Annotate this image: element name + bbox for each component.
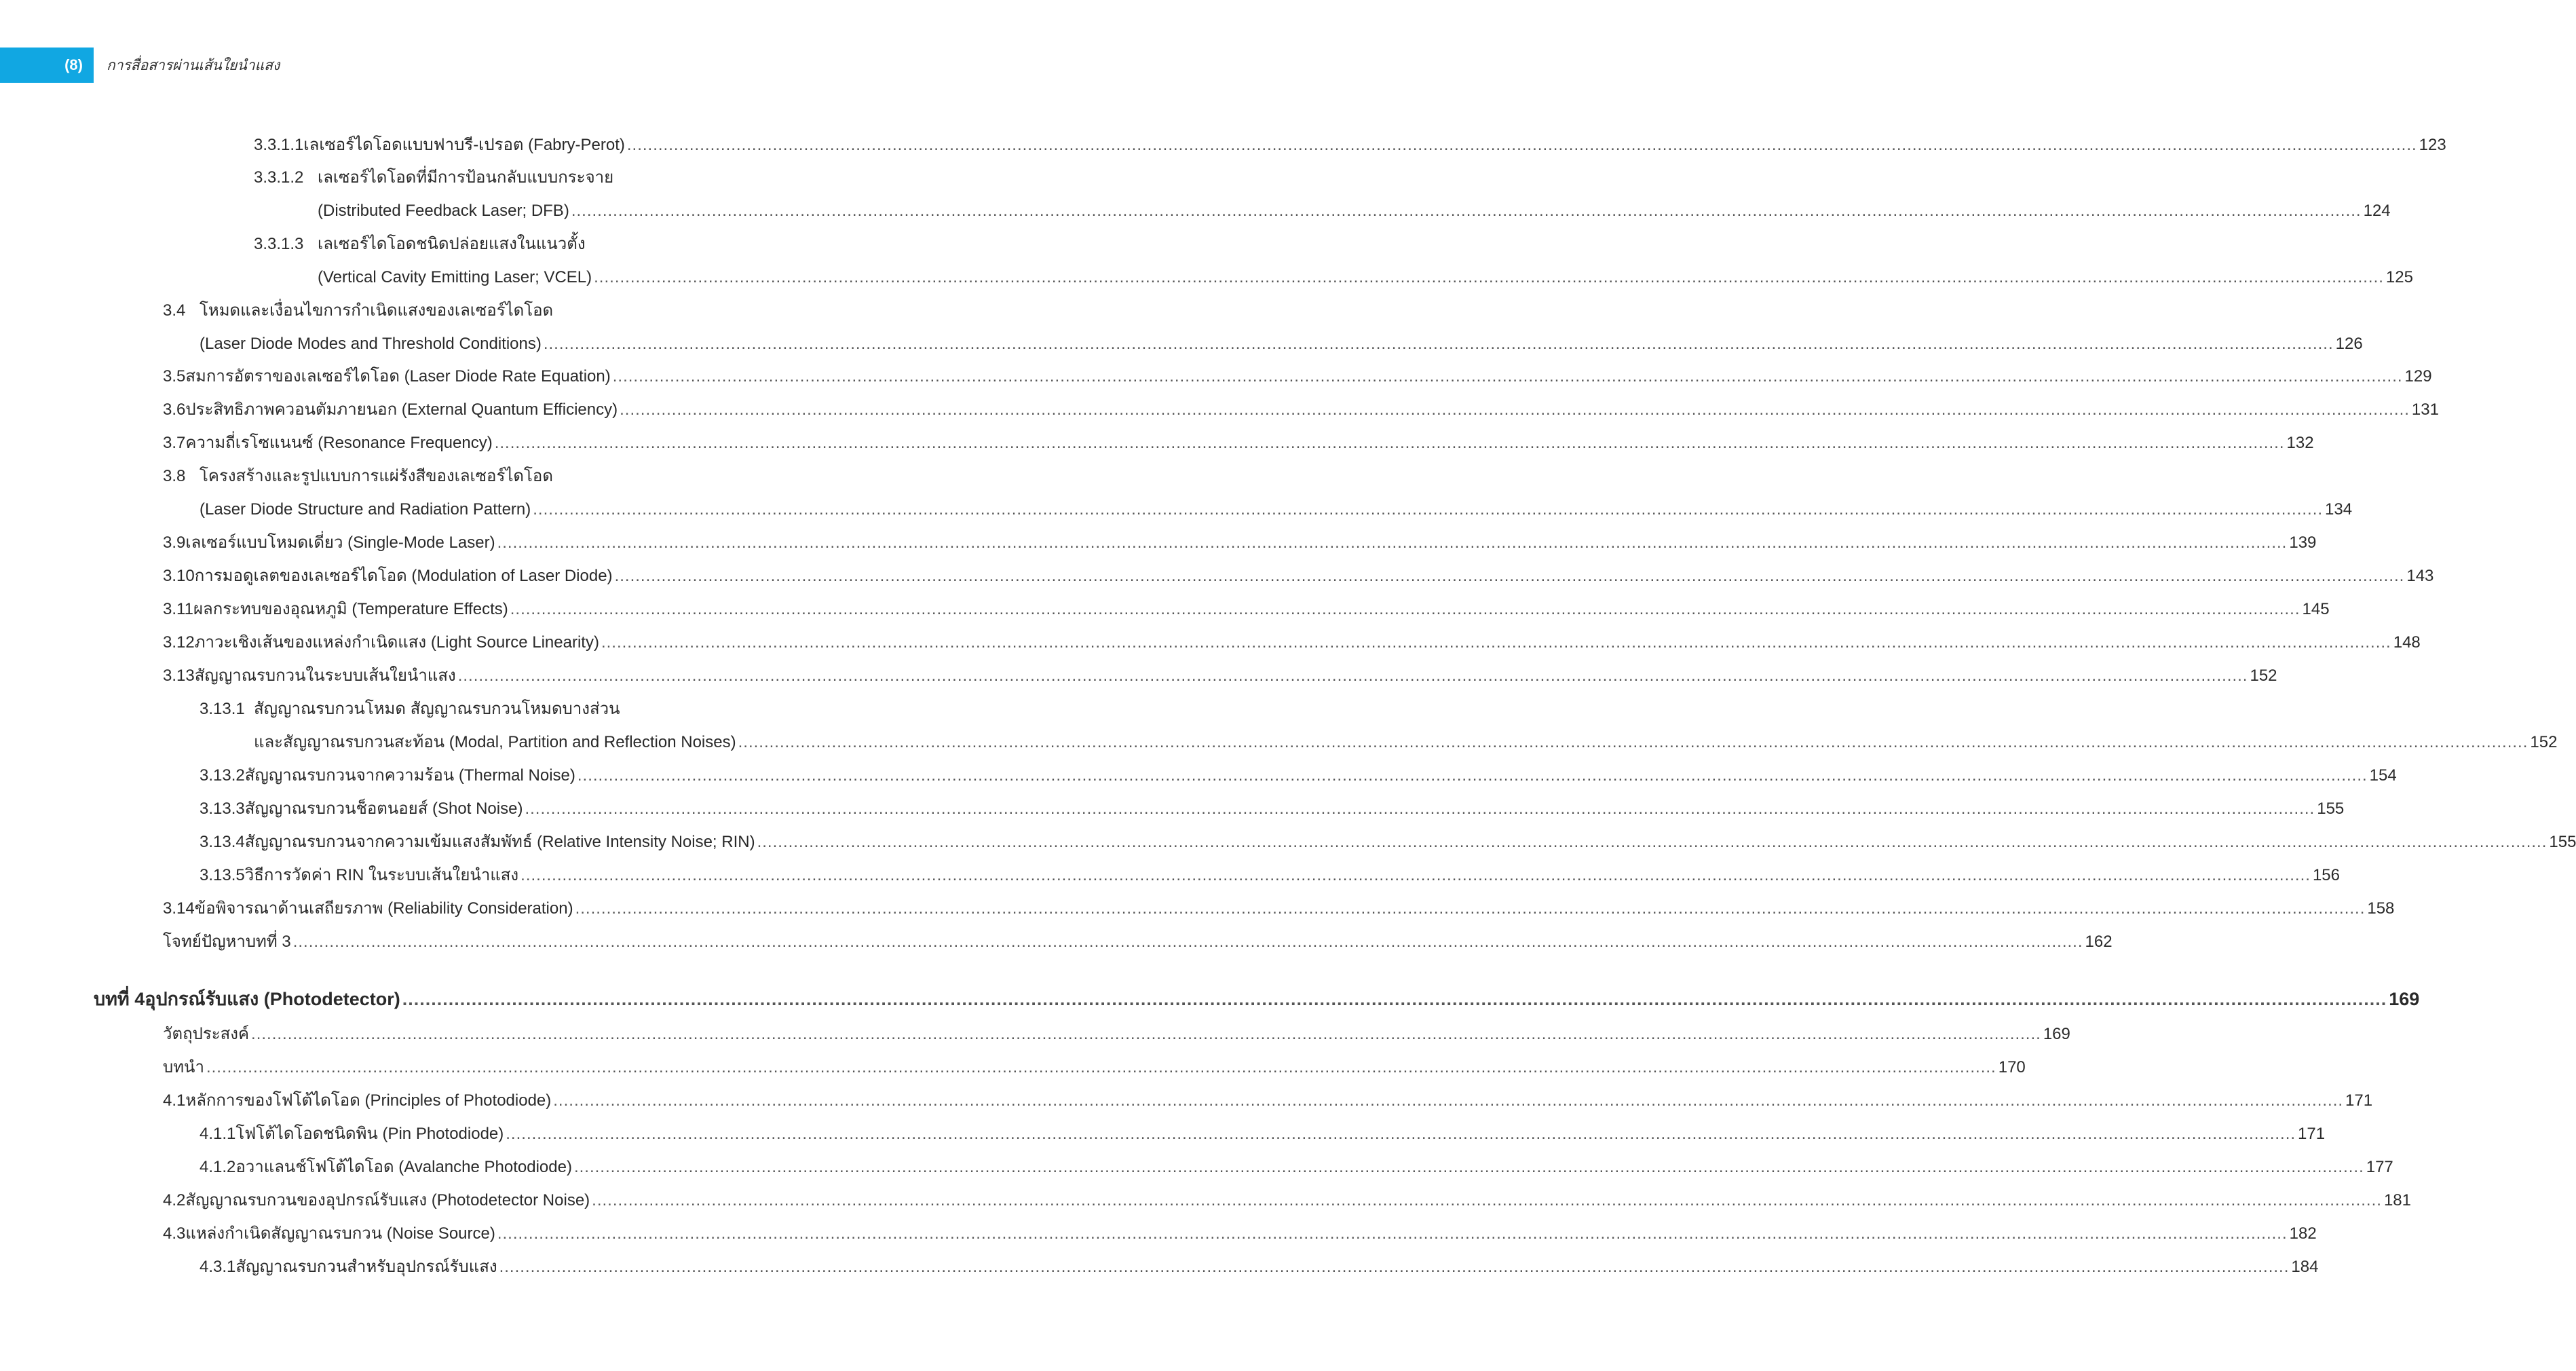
toc-page: 171 xyxy=(2345,1091,2373,1110)
toc-number: 3.14 xyxy=(163,899,195,918)
toc-title: การมอดูเลตของเลเซอร์ไดโอด (Modulation of Laser Diode) xyxy=(194,567,613,585)
toc-number: 3.3.1.1 xyxy=(254,136,304,154)
toc-number: 4.1.1 xyxy=(200,1125,236,1143)
toc-entry[interactable] xyxy=(200,865,2340,886)
toc-entry[interactable] xyxy=(163,399,2439,421)
dot-leader xyxy=(594,267,2384,288)
toc-entry[interactable] xyxy=(254,134,2446,156)
dot-leader xyxy=(206,1057,1996,1078)
toc-page: 184 xyxy=(2291,1258,2319,1276)
toc-entry[interactable] xyxy=(318,200,2391,222)
dot-leader xyxy=(574,1157,2364,1178)
toc-page: 155 xyxy=(2549,833,2576,851)
toc-entry[interactable] xyxy=(254,732,2558,753)
toc-entry[interactable] xyxy=(200,698,871,720)
toc-entry[interactable] xyxy=(163,432,2314,454)
toc-number: 3.9 xyxy=(163,533,186,552)
toc-page: 169 xyxy=(2043,1025,2070,1043)
toc-title: โครงสร้างและรูปแบบการแผ่รังสีของเลเซอร์ไดโอด xyxy=(200,467,553,485)
toc-title: หลักการของโฟโต้ไดโอด (Principles of Photodiode) xyxy=(185,1091,552,1110)
dot-leader xyxy=(510,599,2300,620)
toc-number: 3.5 xyxy=(163,367,186,386)
toc-page: 145 xyxy=(2302,600,2330,618)
toc-page: 177 xyxy=(2366,1158,2393,1176)
toc-chapter-heading[interactable] xyxy=(94,988,2420,1010)
toc-page: 139 xyxy=(2289,533,2317,552)
toc-entry[interactable] xyxy=(163,1090,2373,1112)
toc-page: 134 xyxy=(2325,500,2353,519)
toc-page: 170 xyxy=(1998,1058,2026,1076)
toc-number: 3.13.5 xyxy=(200,866,245,884)
toc-entry[interactable] xyxy=(254,233,871,255)
toc-page: 181 xyxy=(2383,1191,2411,1209)
toc-title: สัญญาณรบกวนช็อตนอยส์ (Shot Noise) xyxy=(244,800,523,818)
toc-title: สัญญาณรบกวนของอุปกรณ์รับแสง (Photodetector Noise) xyxy=(185,1191,590,1209)
dot-leader xyxy=(615,565,2405,587)
dot-leader xyxy=(577,765,2368,787)
toc-entry[interactable] xyxy=(163,632,2421,654)
toc-number: 3.12 xyxy=(163,633,195,652)
toc-number: 3.3.1.3 xyxy=(254,235,304,253)
toc-number: 3.3.1.2 xyxy=(254,168,304,187)
dot-leader xyxy=(495,432,2285,454)
dot-leader xyxy=(402,988,2387,1010)
toc-page: 131 xyxy=(2411,400,2439,419)
toc-number: 4.1.2 xyxy=(200,1158,236,1176)
toc-number: 3.7 xyxy=(163,434,186,452)
toc-title: (Distributed Feedback Laser; DFB) xyxy=(318,202,569,220)
toc-page: 169 xyxy=(2389,989,2420,1009)
toc-entry[interactable] xyxy=(163,1057,2026,1078)
page-number-badge: (8) xyxy=(0,48,94,83)
toc-entry[interactable] xyxy=(163,931,2113,953)
toc-entry[interactable] xyxy=(200,1157,2393,1178)
dot-leader xyxy=(497,1223,2288,1245)
toc-page: 156 xyxy=(2312,866,2340,884)
toc-number: 3.8 xyxy=(163,467,186,485)
dot-leader xyxy=(553,1090,2343,1112)
dot-leader xyxy=(613,366,2403,388)
toc-entry[interactable] xyxy=(200,333,2363,355)
toc-number: 3.13.2 xyxy=(200,766,245,785)
toc-page: 129 xyxy=(2404,367,2432,386)
toc-page: 124 xyxy=(2363,202,2391,220)
toc-page: 154 xyxy=(2369,766,2397,785)
toc-number: 3.6 xyxy=(163,400,186,419)
toc-entry[interactable] xyxy=(163,300,871,322)
dot-leader xyxy=(520,865,2311,886)
toc-page: 182 xyxy=(2289,1224,2317,1243)
toc-entry[interactable] xyxy=(200,499,2353,521)
toc-title: สมการอัตราของเลเซอร์ไดโอด (Laser Diode Rate Equation) xyxy=(185,367,611,386)
dot-leader xyxy=(497,532,2288,554)
dot-leader xyxy=(293,931,2083,953)
toc-entry[interactable] xyxy=(163,1223,2317,1245)
toc-title: สัญญาณรบกวนสำหรับอุปกรณ์รับแสง xyxy=(235,1258,497,1276)
toc-page: 143 xyxy=(2406,567,2434,585)
toc-title: เลเซอร์แบบโหมดเดี่ยว (Single-Mode Laser) xyxy=(185,533,495,552)
dot-leader xyxy=(575,898,2366,920)
dot-leader xyxy=(458,665,2248,687)
toc-title: (Laser Diode Structure and Radiation Pattern) xyxy=(200,500,531,519)
toc-entry[interactable] xyxy=(163,366,2432,388)
toc-title: สัญญาณรบกวนโหมด สัญญาณรบกวนโหมดบางส่วน xyxy=(254,700,620,718)
dot-leader xyxy=(757,831,2547,853)
toc-entry[interactable] xyxy=(163,665,2277,687)
toc-entry[interactable] xyxy=(163,898,2395,920)
toc-number: 3.10 xyxy=(163,567,195,585)
toc-title: สัญญาณรบกวนจากความร้อน (Thermal Noise) xyxy=(244,766,575,785)
toc-title: บทนำ xyxy=(163,1058,204,1076)
toc-title: อวาแลนช์โฟโต้ไดโอด (Avalanche Photodiode) xyxy=(235,1158,572,1176)
toc-page: 132 xyxy=(2286,434,2314,452)
toc-title: ผลกระทบของอุณหภูมิ (Temperature Effects) xyxy=(193,600,508,618)
toc-entry[interactable] xyxy=(163,466,871,487)
toc-page: 152 xyxy=(2530,733,2558,751)
dot-leader xyxy=(738,732,2528,753)
toc-title: วัตถุประสงค์ xyxy=(163,1025,250,1043)
dot-leader xyxy=(592,1190,2382,1212)
toc-entry[interactable] xyxy=(163,532,2317,554)
toc-entry[interactable] xyxy=(163,565,2434,587)
toc-page: 155 xyxy=(2317,800,2345,818)
toc-entry[interactable] xyxy=(318,267,2413,288)
toc-title: สัญญาณรบกวนจากความเข้มแสงสัมพัทธ์ (Relative Intensity Noise; RIN) xyxy=(244,833,755,851)
toc-entry[interactable] xyxy=(200,798,2345,820)
toc-number: 4.2 xyxy=(163,1191,186,1209)
toc-title: วิธีการวัดค่า RIN ในระบบเส้นใยนำแสง xyxy=(244,866,519,884)
toc-entry[interactable] xyxy=(200,1123,2326,1145)
toc-page: 126 xyxy=(2335,335,2363,353)
toc-number: 3.4 xyxy=(163,301,186,320)
dot-leader xyxy=(499,1256,2290,1278)
toc-page: 171 xyxy=(2298,1125,2326,1143)
toc-title: อุปกรณ์รับแสง (Photodetector) xyxy=(145,989,400,1009)
toc-chapter-number: บทที่ 4 xyxy=(94,989,145,1009)
toc-entry[interactable] xyxy=(200,831,2576,853)
toc-title: เลเซอร์ไดโอดแบบฟาบรี-เปรอต (Fabry-Perot) xyxy=(303,136,625,154)
toc-title: ประสิทธิภาพควอนตัมภายนอก (External Quantum Efficiency) xyxy=(185,400,618,419)
toc-page: 148 xyxy=(2393,633,2421,652)
running-book-title: การสื่อสารผ่านเส้นใยนำแสง xyxy=(107,57,280,73)
dot-leader xyxy=(571,200,2362,222)
toc-title: เลเซอร์ไดโอดชนิดปล่อยแสงในแนวตั้ง xyxy=(318,235,586,253)
toc-page: 158 xyxy=(2367,899,2395,918)
dot-leader xyxy=(251,1023,2041,1045)
toc-number: 3.13.3 xyxy=(200,800,245,818)
toc-number: 3.11 xyxy=(163,600,193,618)
toc-number: 3.13 xyxy=(163,666,195,685)
toc-number: 4.3.1 xyxy=(200,1258,236,1276)
toc-title: สัญญาณรบกวนในระบบเส้นใยนำแสง xyxy=(194,666,456,685)
toc-page: 162 xyxy=(2085,933,2113,951)
dot-leader xyxy=(544,333,2334,355)
dot-leader xyxy=(620,399,2410,421)
toc-number: 3.13.4 xyxy=(200,833,245,851)
dot-leader xyxy=(601,632,2391,654)
toc-title: โฟโต้ไดโอดชนิดพิน (Pin Photodiode) xyxy=(235,1125,504,1143)
toc-title: (Laser Diode Modes and Threshold Conditions) xyxy=(200,335,542,353)
dot-leader xyxy=(506,1123,2296,1145)
toc-page: 123 xyxy=(2419,136,2446,154)
toc-title: โจทย์ปัญหาบทที่ 3 xyxy=(163,933,291,951)
toc-title: โหมดและเงื่อนไขการกำเนิดแสงของเลเซอร์ไดโอด xyxy=(200,301,554,320)
toc-page: 125 xyxy=(2385,268,2413,286)
toc-title: ความถี่เรโซแนนซ์ (Resonance Frequency) xyxy=(185,434,493,452)
dot-leader xyxy=(533,499,2323,521)
dot-leader xyxy=(627,134,2417,156)
toc-entry[interactable] xyxy=(254,167,871,189)
toc-title: แหล่งกำเนิดสัญญาณรบกวน (Noise Source) xyxy=(185,1224,495,1243)
toc-entry[interactable] xyxy=(163,1023,2070,1045)
toc-entry[interactable] xyxy=(200,765,2397,787)
toc-number: 4.3 xyxy=(163,1224,186,1243)
toc-title: เลเซอร์ไดโอดที่มีการป้อนกลับแบบกระจาย xyxy=(318,168,614,187)
toc-number: 3.13.1 xyxy=(200,700,245,718)
toc-entry[interactable] xyxy=(163,1190,2411,1212)
toc-number: 4.1 xyxy=(163,1091,186,1110)
toc-title: (Vertical Cavity Emitting Laser; VCEL) xyxy=(318,268,592,286)
toc-entry[interactable] xyxy=(200,1256,2319,1278)
toc-entry[interactable] xyxy=(163,599,2330,620)
dot-leader xyxy=(525,798,2315,820)
toc-title: ข้อพิจารณาด้านเสถียรภาพ (Reliability Consideration) xyxy=(194,899,573,918)
toc-title: ภาวะเชิงเส้นของแหล่งกำเนิดแสง (Light Source Linearity) xyxy=(194,633,599,652)
toc-page: 152 xyxy=(2250,666,2277,685)
toc-title: และสัญญาณรบกวนสะท้อน (Modal, Partition and Reflection Noises) xyxy=(254,733,736,751)
